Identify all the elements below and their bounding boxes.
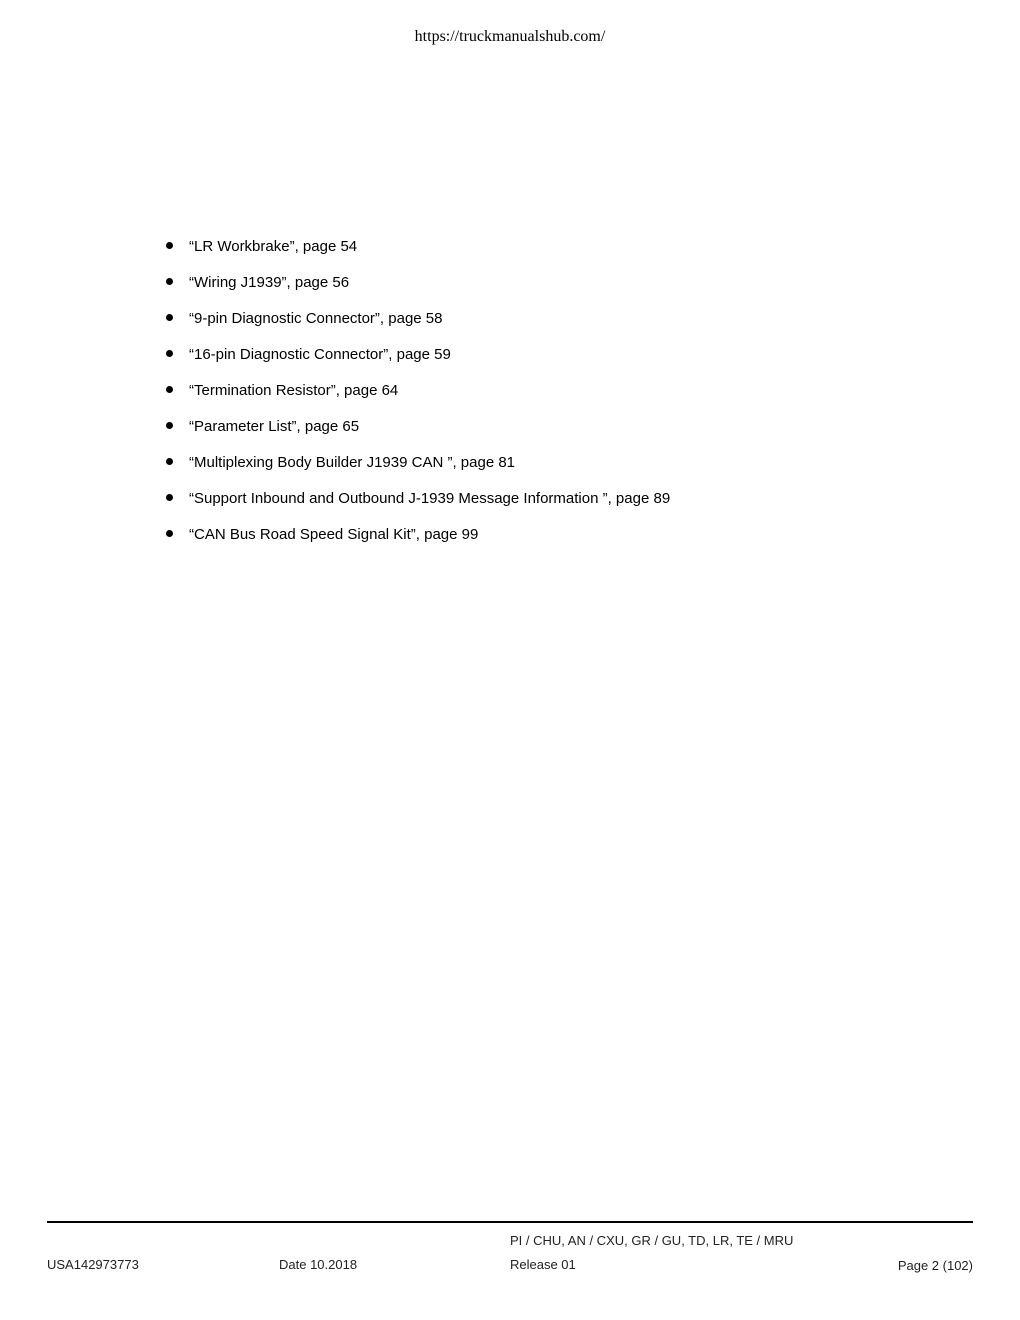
- list-item: [164, 378, 670, 414]
- bullet-icon: [166, 314, 173, 321]
- list-item-link[interactable]: “16-pin Diagnostic Connector”, page 59: [189, 346, 451, 363]
- footer-release: Release 01: [510, 1257, 576, 1272]
- list-item: [164, 450, 670, 486]
- bullet-icon: [166, 530, 173, 537]
- header-url: https://truckmanualshub.com/: [414, 28, 606, 45]
- list-item: [164, 270, 670, 306]
- footer-date: Date 10.2018: [279, 1257, 358, 1272]
- footer-page-number: Page 2 (102): [897, 1258, 973, 1273]
- bullet-icon: [166, 458, 173, 465]
- footer-divider: [47, 1221, 973, 1223]
- footer-document-number: USA142973773: [47, 1257, 139, 1272]
- list-item-link[interactable]: “LR Workbrake”, page 54: [189, 238, 358, 255]
- list-item-link[interactable]: “Support Inbound and Outbound J-1939 Message Information ”, page 89: [189, 490, 671, 507]
- bullet-icon: [166, 350, 173, 357]
- bullet-icon: [166, 494, 173, 501]
- bullet-icon: [166, 386, 173, 393]
- list-item: [164, 414, 670, 450]
- list-item-link[interactable]: “Termination Resistor”, page 64: [189, 382, 399, 399]
- list-item: [164, 522, 670, 558]
- list-item: [164, 234, 670, 270]
- list-item-link[interactable]: “Multiplexing Body Builder J1939 CAN ”, page 81: [189, 454, 516, 471]
- list-item-link[interactable]: “Parameter List”, page 65: [189, 418, 360, 435]
- list-item-link[interactable]: “Wiring J1939”, page 56: [189, 274, 350, 291]
- list-item-link[interactable]: “CAN Bus Road Speed Signal Kit”, page 99: [189, 526, 479, 543]
- list-item: [164, 306, 670, 342]
- list-item: [164, 342, 670, 378]
- list-item-link[interactable]: “9-pin Diagnostic Connector”, page 58: [189, 310, 443, 327]
- cross-reference-list: [164, 234, 670, 558]
- footer-models: PI / CHU, AN / CXU, GR / GU, TD, LR, TE / MRU: [510, 1233, 794, 1248]
- bullet-icon: [166, 242, 173, 249]
- list-item: [164, 486, 670, 522]
- bullet-icon: [166, 422, 173, 429]
- bullet-icon: [166, 278, 173, 285]
